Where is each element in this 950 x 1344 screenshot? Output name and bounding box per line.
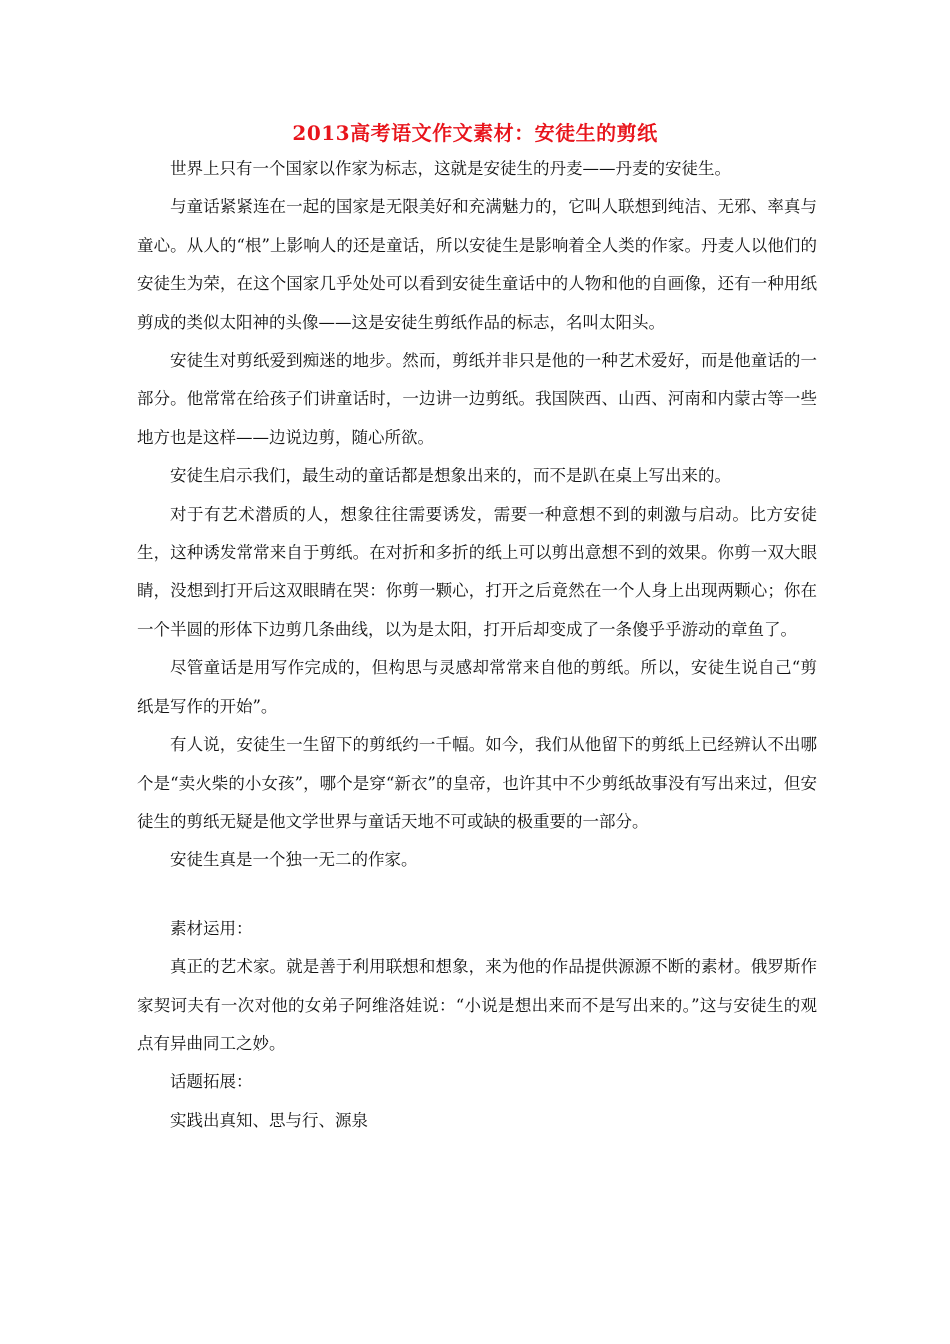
topic-text: 实践出真知、思与行、源泉: [170, 1110, 368, 1130]
paragraph-6: 尽管童话是用写作完成的，但构思与灵感却常常来自他的剪纸。所以，安徒生说自己“剪纸是写作的开始”。: [137, 658, 817, 716]
document-body: [137, 150, 817, 1140]
paragraph-3: 安徒生对剪纸爱到痴迷的地步。然而，剪纸并非只是他的一种艺术爱好，而是他童话的一部分。他常常在给孩子们讲童话时，一边讲一边剪纸。我国陕西、山西、河南和内蒙古等一些地方也是这样——边说边剪，随心所欲。: [137, 351, 817, 447]
document-title: 2013高考语文作文素材：安徒生的剪纸: [292, 121, 658, 145]
usage-heading: 素材运用：: [170, 918, 253, 938]
paragraph-1: 世界上只有一个国家以作家为标志，这就是安徒生的丹麦——丹麦的安徒生。: [170, 159, 731, 178]
usage-text: 真正的艺术家。就是善于利用联想和想象，来为他的作品提供源源不断的素材。俄罗斯作家契诃夫有一次对他的女弟子阿维洛娃说：“小说是想出来而不是写出来的。”这与安徒生的观点有异曲同工之妙。: [137, 957, 817, 1053]
paragraph-7: 有人说，安徒生一生留下的剪纸约一千幅。如今，我们从他留下的剪纸上已经辨认不出哪个是“卖火柴的小女孩”，哪个是穿“新衣”的皇帝，也许其中不少剪纸故事没有写出来过，但安徒生的剪纸无疑是他文学世界与童话天地不可或缺的极重要的一部分。: [137, 735, 817, 831]
section-spacer: [137, 880, 817, 910]
paragraph-8: 安徒生真是一个独一无二的作家。: [170, 850, 418, 870]
paragraph-5: 对于有艺术潜质的人，想象往往需要诱发，需要一种意想不到的刺激与启动。比方安徒生，这种诱发常常来自于剪纸。在对折和多折的纸上可以剪出意想不到的效果。你剪一双大眼睛，没想到打开后这双眼睛在哭：你剪一颗心，打开之后竟然在一个人身上出现两颗心；你在一个半圆的形体下边剪几条曲线，以为是太阳，打开后却变成了一条傻乎乎游动的章鱼了。: [137, 504, 817, 639]
paragraph-4: 安徒生启示我们，最生动的童话都是想象出来的，而不是趴在桌上写出来的。: [170, 466, 731, 486]
paragraph-2: 与童话紧紧连在一起的国家是无限美好和充满魅力的，它叫人联想到纯洁、无邪、率真与童心。从人的“根”上影响人的还是童话，所以安徒生是影响着全人类的作家。丹麦人以他们的安徒生为荣，在这个国家几乎处处可以看到安徒生童话中的人物和他的自画像，还有一种用纸剪成的类似太阳神的头像——这是安徒生剪纸作品的标志，名叫太阳头。: [137, 197, 817, 332]
topic-heading: 话题拓展：: [170, 1072, 253, 1092]
